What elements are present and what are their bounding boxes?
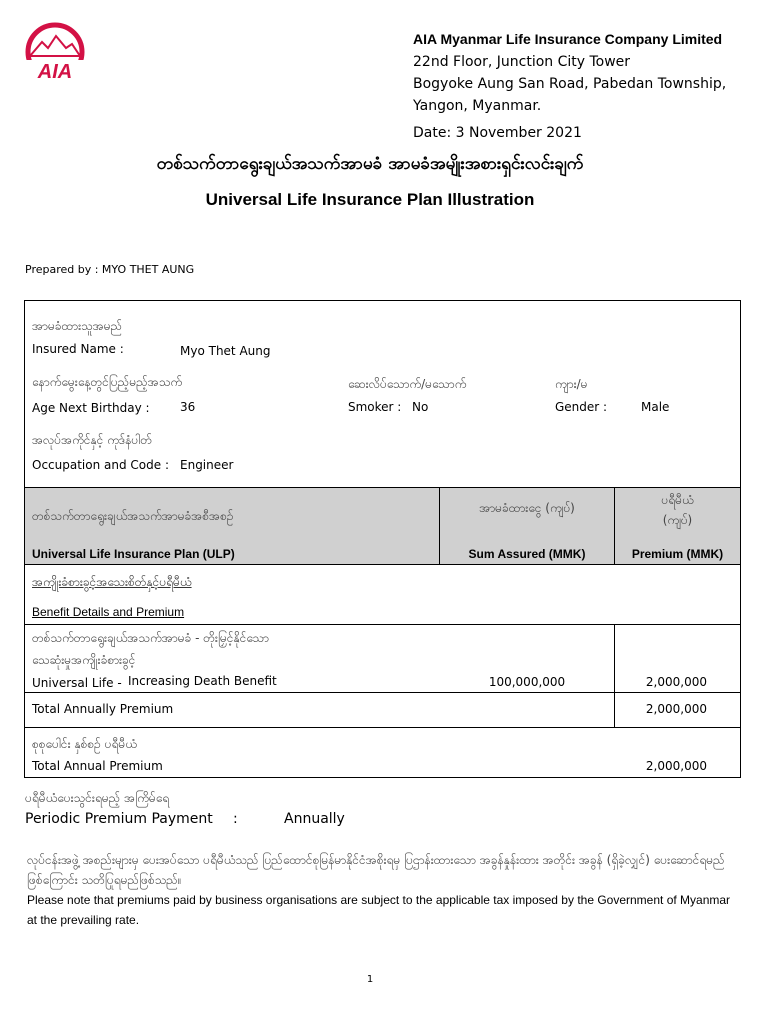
benefit-row-label: Universal Life - (32, 676, 122, 690)
insured-name-value: Myo Thet Aung (180, 344, 271, 358)
prepared-by: Prepared by : MYO THET AUNG (25, 263, 195, 276)
rule (24, 564, 741, 565)
insured-name-label: Insured Name : (32, 342, 124, 356)
benefit-row-mm-2: သေဆုံးမှုအကျိုးခံစားခွင့် (32, 653, 136, 667)
document-date: Date: 3 November 2021 (413, 125, 582, 141)
premium-mm-2: (ကျပ်) (662, 513, 693, 527)
aia-logo (22, 22, 88, 84)
occupation-label: Occupation and Code : (32, 458, 169, 472)
payment-colon: : (233, 811, 238, 827)
smoker-label: Smoker : (348, 400, 402, 414)
address-line-2: Bogyoke Aung San Road, Pabedan Township, (413, 76, 727, 92)
total-annual-label: Total Annual Premium (32, 759, 163, 773)
age-mm: နောက်မွေးနေ့တွင်ပြည့်မည့်အသက် (32, 375, 183, 389)
age-value: 36 (180, 400, 196, 414)
total-annual-mm: စုစုပေါင်း နှစ်စဉ် ပရီမီယံ (32, 737, 137, 751)
total-annual-value: 2,000,000 (645, 759, 707, 773)
occupation-mm: အလုပ်အကိုင်နှင့် ကုဒ်နံပါတ် (32, 433, 153, 447)
total-annually-value: 2,000,000 (645, 702, 707, 716)
rule (24, 727, 741, 728)
page-number: 1 (366, 974, 374, 985)
benefit-row-sum: 100,000,000 (488, 675, 566, 689)
benefit-section-mm: အကျိုးခံစားခွင့်အသေးစိတ်နှင့်ပရီမီယံ (32, 575, 192, 589)
premium-header: Premium (MMK) (631, 547, 724, 561)
tax-note-en: Please note that premiums paid by business organisations are subject to the applicable tax imposed by the Government of Myanmar at the prevailing rate. (27, 893, 731, 927)
plan-mm: တစ်သက်တာရွေးချယ်အသက်အာမခံအစီအစဉ် (32, 509, 234, 523)
title-myanmar: တစ်သက်တာရွေးချယ်အသက်အာမခံ အာမခံအမျိုးအစားရှင်းလင်းချက် (156, 154, 584, 174)
plan-en: Universal Life Insurance Plan (ULP) (32, 547, 235, 561)
benefit-row-premium: 2,000,000 (645, 675, 707, 689)
payment-mm: ပရီမီယံပေးသွင်းရမည့် အကြိမ်ရေ (25, 791, 170, 805)
benefit-row-mm-1: တစ်သက်တာရွေးချယ်အသက်အာမခံ - တိုးမြှင့်နိုင်သော (32, 631, 269, 645)
insured-name-mm: အာမခံထားသူအမည် (32, 319, 123, 333)
svg-text:AIA: AIA (37, 61, 73, 83)
address-line-1: 22nd Floor, Junction City Tower (413, 54, 631, 70)
tax-note-mm: လုပ်ငန်းအဖွဲ့ အစည်းများမှ ပေးအပ်သော ပရီမီယံသည် ပြည်ထောင်စုမြန်မာနိုင်ငံအစိုးရမှ ပြဌာန်းထားသော အခွန်နှုန်းထား အတိုင်း အခွန် (ရှိခဲ့လျှင်) ပေးဆောင်ရမည်ဖြစ်ကြောင်း သတိပြုရမည်ဖြစ်သည်။ (27, 853, 725, 887)
title-english: Universal Life Insurance Plan Illustration (205, 190, 535, 209)
address-line-3: Yangon, Myanmar. (413, 98, 542, 114)
gender-value: Male (641, 400, 670, 414)
sum-assured-mm: အာမခံထားငွေ (ကျပ်) (479, 501, 575, 515)
company-name: AIA Myanmar Life Insurance Company Limited (413, 31, 723, 47)
benefit-row-detail: Increasing Death Benefit (128, 674, 277, 688)
benefit-section-en: Benefit Details and Premium (32, 605, 185, 619)
payment-value: Annually (284, 811, 345, 827)
premium-mm-1: ပရီမီယံ (661, 493, 694, 507)
rule (24, 624, 741, 625)
payment-label: Periodic Premium Payment (25, 811, 213, 827)
smoker-mm: ဆေးလိပ်သောက်/မသောက် (348, 377, 467, 391)
smoker-value: No (412, 400, 429, 414)
age-label: Age Next Birthday : (32, 401, 150, 415)
rule (24, 692, 741, 693)
gender-label: Gender : (555, 400, 608, 414)
rule (24, 487, 741, 488)
occupation-value: Engineer (180, 458, 234, 472)
sum-assured-header: Sum Assured (MMK) (468, 547, 586, 561)
gender-mm: ကျား/မ (555, 377, 588, 391)
total-annually-label: Total Annually Premium (32, 702, 174, 716)
